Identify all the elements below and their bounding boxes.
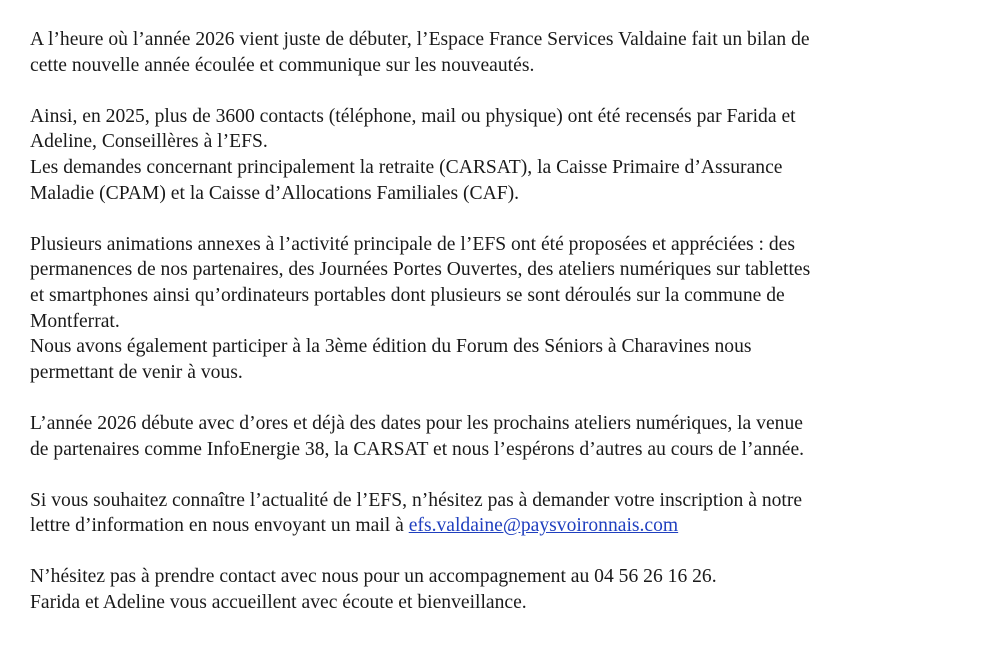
text-line: A l’heure où l’année 2026 vient juste de débuter, l’Espace France Services Valdaine fait un bilan de [30,29,810,50]
paragraph-intro [30,27,980,78]
text-line: Les demandes concernant principalement la retraite (CARSAT), la Caisse Primaire d’Assurance [30,156,783,178]
paragraph-newsletter [30,488,980,539]
paragraph-spacer [30,462,980,488]
paragraph-2026 [30,411,980,462]
text-line: Montferrat. [30,310,120,332]
letter-body [30,27,980,616]
text-line: et smartphones ainsi qu’ordinateurs portables dont plusieurs se sont déroulés sur la commune de [30,284,785,306]
paragraph-spacer [30,78,980,104]
text-line: L’année 2026 débute avec d’ores et déjà des dates pour les prochains ateliers numériques, la venue [30,412,803,434]
text-line: Adeline, Conseillères à l’EFS. [30,131,268,153]
text-line: Farida et Adeline vous accueillent avec écoute et bienveillance. [30,592,527,614]
paragraph-spacer [30,539,980,565]
paragraph-contact [30,564,980,615]
text-line: cette nouvelle année écoulée et communique sur les nouveautés. [30,54,535,76]
text-line-with-email [30,513,980,539]
text-line: Maladie (CPAM) et la Caisse d’Allocations Familiales (CAF). [30,182,520,204]
text-line: Ainsi, en 2025, plus de 3600 contacts (téléphone, mail ou physique) ont été recensés par Farida et [30,105,796,127]
email-link[interactable]: efs.valdaine@paysvoironnais.com [408,515,679,537]
text-line: de partenaires comme InfoEnergie 38, la CARSAT et nous l’espérons d’autres au cours de l’année. [30,438,805,460]
paragraph-spacer [30,206,980,232]
paragraph-spacer [30,385,980,411]
text-line: permettant de venir à vous. [30,361,243,383]
text-line: Plusieurs animations annexes à l’activité principale de l’EFS ont été proposées et appréciées : des [30,233,796,255]
email-prefix-text: lettre d’information en nous envoyant un mail à [30,515,409,537]
text-line: Si vous souhaitez connaître l’actualité de l’EFS, n’hésitez pas à demander votre inscription à notre [30,489,803,511]
text-line: N’hésitez pas à prendre contact avec nous pour un accompagnement au 04 56 26 16 26. [30,566,717,588]
paragraph-contacts [30,104,980,206]
paragraph-animations [30,232,980,386]
text-line: Nous avons également participer à la 3ème édition du Forum des Séniors à Charavines nous [30,336,752,358]
text-line: permanences de nos partenaires, des Journées Portes Ouvertes, des ateliers numériques sur tablettes [30,259,811,281]
